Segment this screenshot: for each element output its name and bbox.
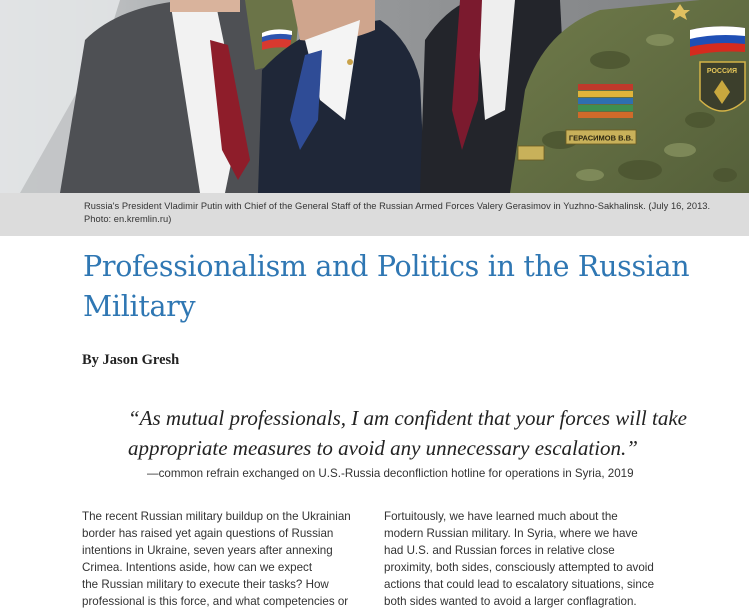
body-line: The recent Russian military buildup on the Ukrainian (82, 510, 351, 523)
uniform-name-tag: ГЕРАСИМОВ В.В. (568, 133, 634, 143)
body-line: had U.S. and Russian forces in relative close (384, 544, 615, 557)
hero-photo (0, 0, 749, 193)
photo-illustration (0, 0, 749, 193)
photo-caption: Russia's President Vladimir Putin with Chief of the General Staff of the Russian Armed Forces Valery Gerasimov in Yuzhno-Sakhalinsk. (July 16, 2013. Photo: en.kremlin.ru) (84, 201, 711, 224)
body-line: professional is this force, and what competencies or (82, 595, 349, 608)
body-line: Crimea. Intentions aside, how can we expect (82, 561, 313, 574)
body-line: both sides wanted to avoid a larger conflagration. (384, 595, 637, 608)
body-line: the Russian military to execute their tasks? How (82, 578, 329, 591)
body-column-right (384, 508, 674, 610)
body-column-left (82, 508, 372, 610)
body-line: actions that could lead to escalatory situations, since (384, 578, 655, 591)
body-line: Fortuitously, we have learned much about the (384, 510, 618, 523)
article-title: Professionalism and Politics in the Russian Military (83, 250, 690, 323)
body-line: intentions in Ukraine, seven years after annexing (82, 544, 333, 557)
body-line: proximity, both sides, consciously attempted to avoid (384, 561, 654, 574)
uniform-patch-label: РОССИЯ (706, 68, 738, 75)
body-line: border has raised yet again questions of Russian (82, 527, 334, 540)
epigraph-attribution: —common refrain exchanged on U.S.-Russia deconfliction hotline for operations in Syria, 2019 (147, 467, 634, 480)
epigraph-quote: “As mutual professionals, I am confident that your forces will take appropriate measures to avoid any unnecessary escalation.” (128, 406, 687, 460)
article-byline: By Jason Gresh (82, 352, 180, 368)
body-line: modern Russian military. In Syria, where we have (384, 527, 638, 540)
